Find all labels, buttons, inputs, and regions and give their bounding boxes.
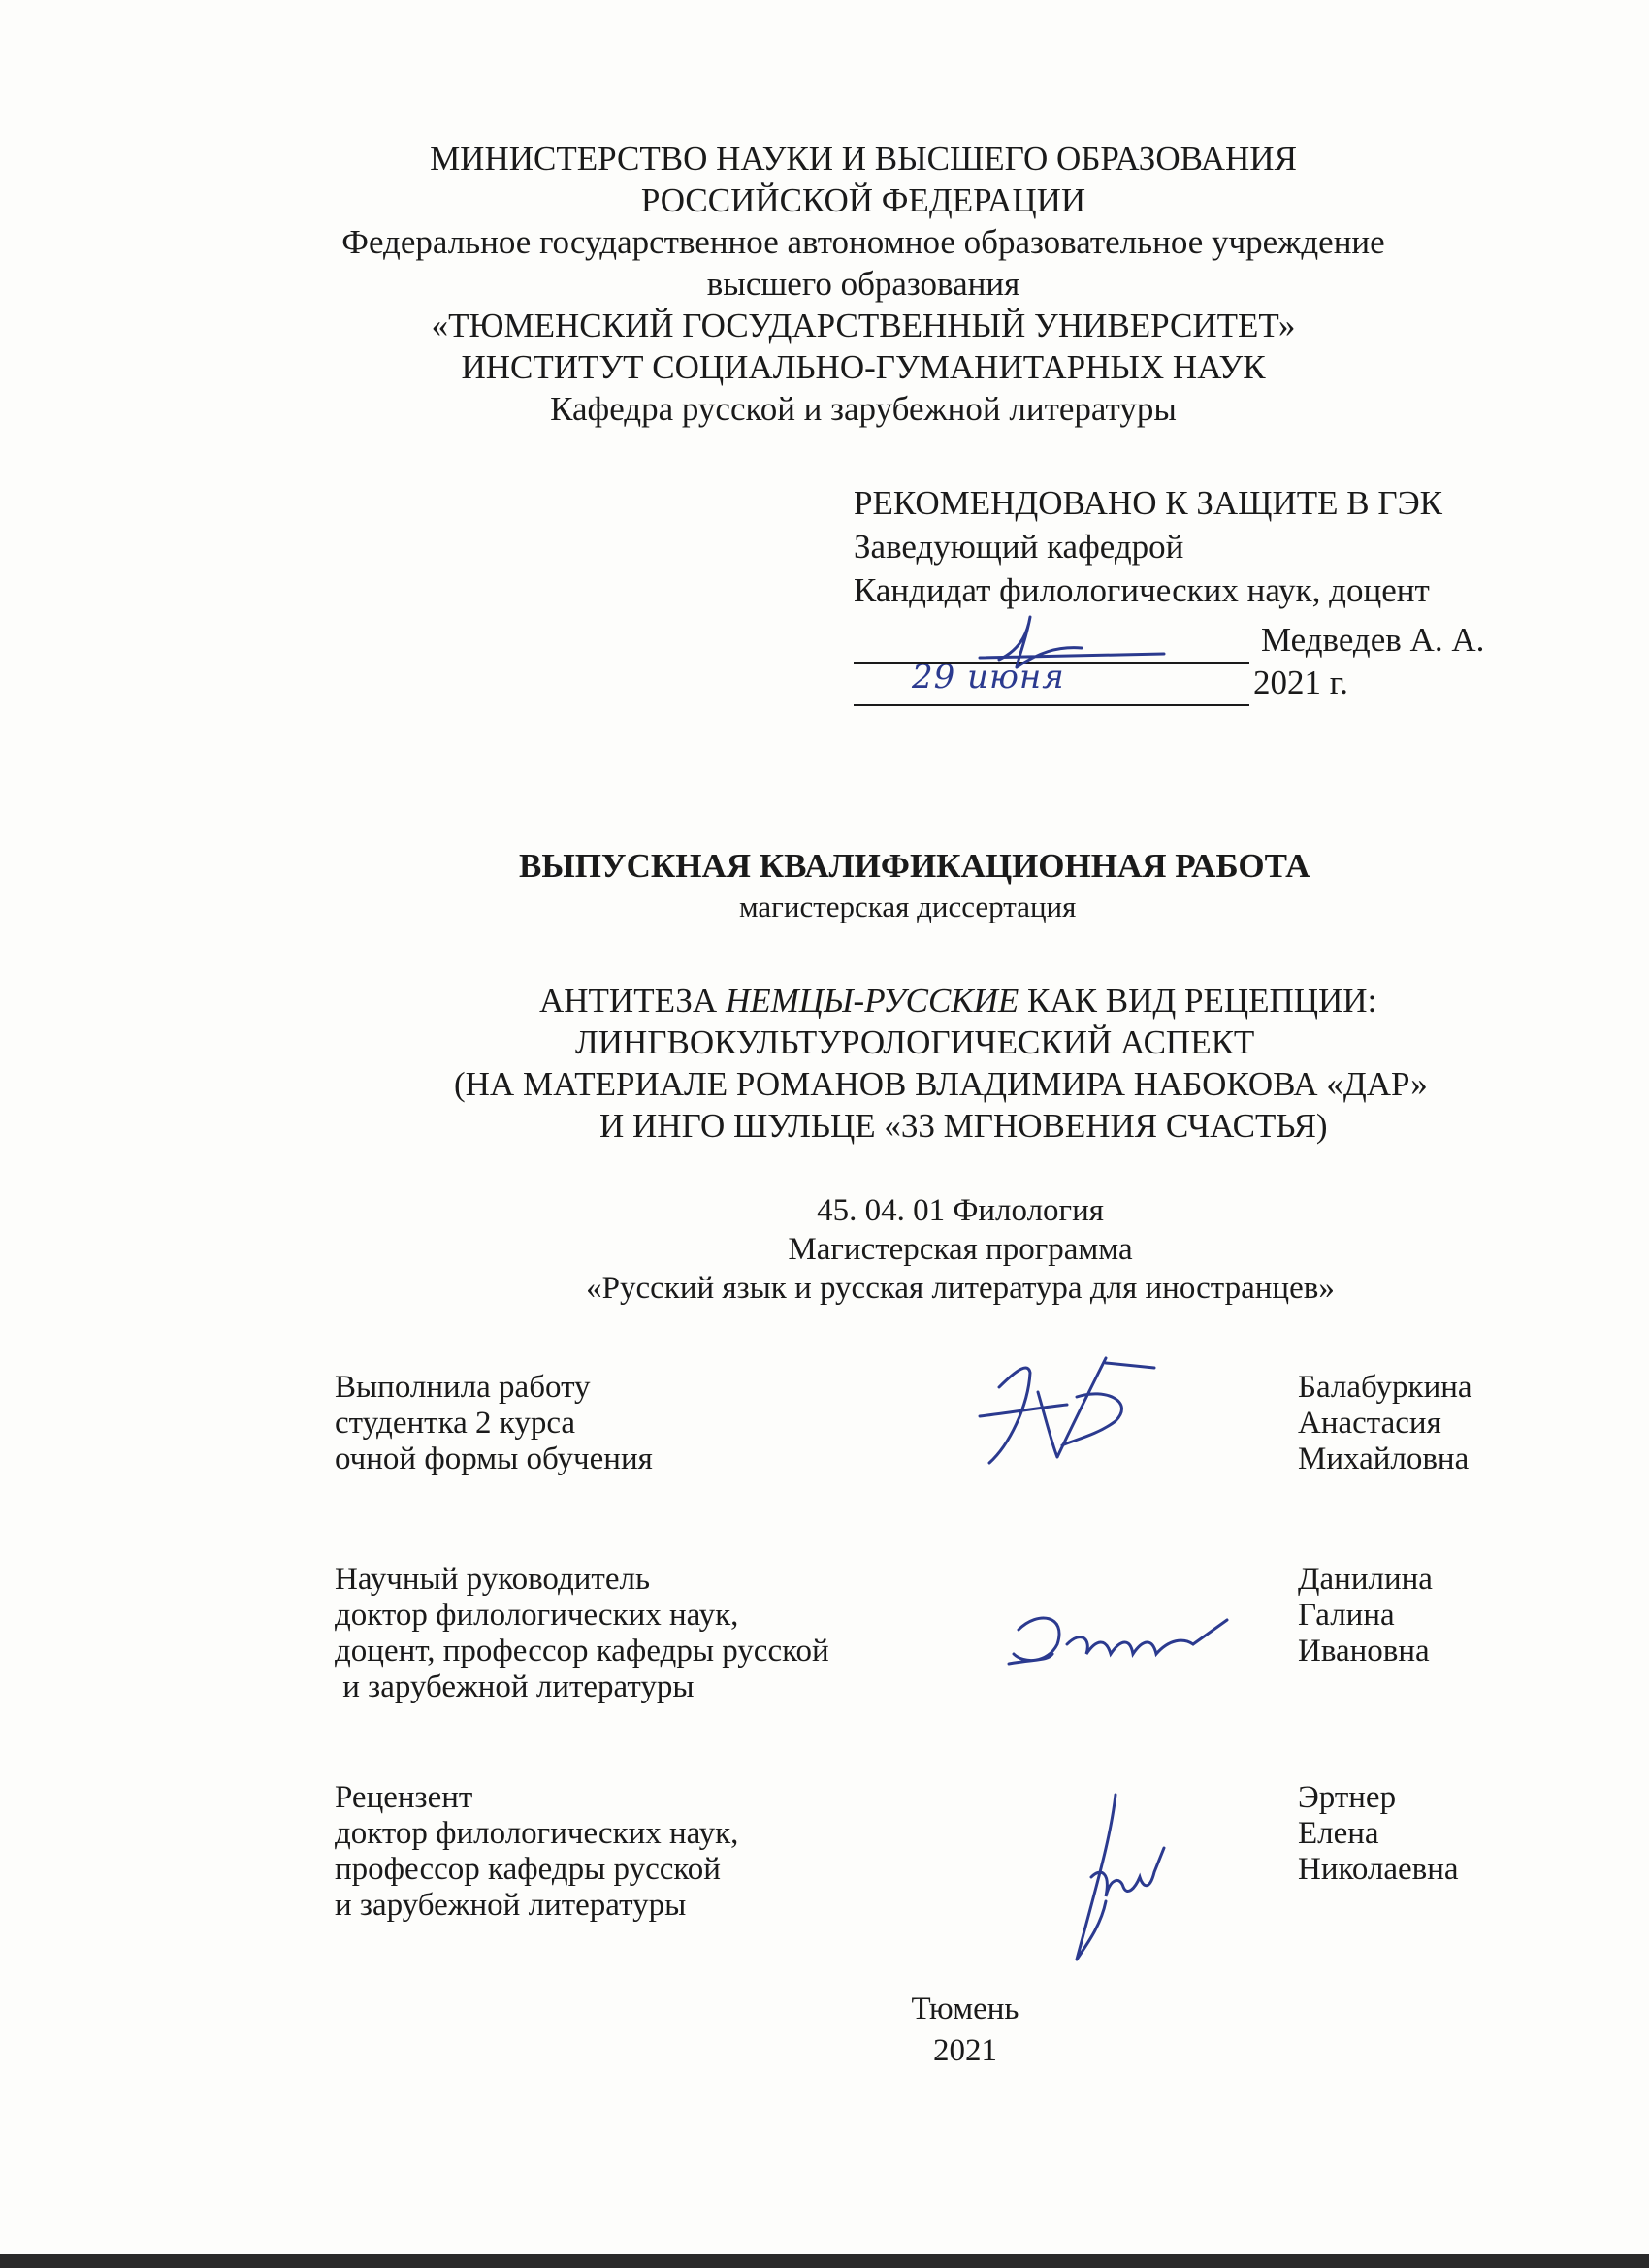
work-title: ВЫПУСКНАЯ КВАЛИФИКАЦИОННАЯ РАБОТА — [519, 847, 1310, 885]
approval-year: 2021 г. — [1253, 664, 1348, 701]
reviewer-patronymic: Николаевна — [1298, 1852, 1459, 1887]
student-role-line-1: Выполнила работу — [335, 1370, 591, 1405]
ministry-line-1: МИНИСТЕРСТВО НАУКИ И ВЫСШЕГО ОБРАЗОВАНИЯ — [430, 140, 1297, 178]
supervisor-name — [1298, 1562, 1433, 1669]
footer-block — [0, 1989, 1649, 2072]
reviewer-signature-icon — [1057, 1780, 1203, 1974]
reviewer-first-name: Елена — [1298, 1816, 1379, 1851]
student-signature-icon — [960, 1348, 1174, 1474]
work-title-block — [272, 844, 1649, 926]
reviewer-role-line-1: Рецензент — [335, 1780, 473, 1815]
scan-edge — [0, 2254, 1649, 2268]
student-role-line-3: очной формы обучения — [335, 1442, 653, 1476]
supervisor-signature-icon — [999, 1601, 1242, 1688]
footer-city: Тюмень — [911, 1992, 1019, 2026]
head-name: Медведев А. А. — [1261, 621, 1485, 659]
topic-line-1 — [539, 980, 1376, 1021]
topic-prefix: АНТИТЕЗА — [539, 982, 726, 1020]
education-level-line: высшего образования — [706, 265, 1020, 303]
student-surname: Балабуркина — [1298, 1370, 1472, 1405]
supervisor-role-line-3: доцент, профессор кафедры русской — [335, 1634, 829, 1669]
reviewer-role-line-3: профессор кафедры русской — [335, 1852, 721, 1887]
approval-degree: Кандидат филологических наук, доцент — [854, 571, 1430, 609]
supervisor-role — [335, 1562, 829, 1705]
topic-line-2: ЛИНГВОКУЛЬТУРОЛОГИЧЕСКИЙ АСПЕКТ — [575, 1023, 1255, 1061]
reviewer-role — [335, 1780, 738, 1924]
approval-block — [854, 481, 1442, 612]
department-name: Кафедра русской и зарубежной литературы — [550, 390, 1177, 428]
date-line — [854, 704, 1249, 706]
supervisor-role-line-4: и зарубежной литературы — [335, 1669, 695, 1704]
institution-type-line: Федеральное государственное автономное образовательное учреждение — [341, 223, 1385, 261]
supervisor-first-name: Галина — [1298, 1598, 1395, 1633]
date-handwritten: 29 июня — [912, 658, 1065, 697]
approval-title: РЕКОМЕНДОВАНО К ЗАЩИТЕ В ГЭК — [854, 484, 1443, 522]
topic-italic: НЕМЦЫ-РУССКИЕ — [725, 982, 1019, 1020]
program-name: «Русский язык и русская литература для иностранцев» — [586, 1271, 1335, 1306]
topic-line-4: И ИНГО ШУЛЬЦЕ «33 МГНОВЕНИЯ СЧАСТЬЯ) — [599, 1107, 1328, 1145]
approval-position: Заведующий кафедрой — [854, 528, 1184, 566]
institute-name: ИНСТИТУТ СОЦИАЛЬНО-ГУМАНИТАРНЫХ НАУК — [461, 348, 1266, 386]
program-code: 45. 04. 01 Филология — [817, 1193, 1104, 1228]
student-patronymic: Михайловна — [1298, 1442, 1470, 1476]
student-role-line-2: студентка 2 курса — [335, 1406, 576, 1441]
supervisor-role-line-2: доктор филологических наук, — [335, 1598, 739, 1633]
reviewer-role-line-2: доктор филологических наук, — [335, 1816, 739, 1851]
organization-header — [0, 138, 1649, 430]
work-subtitle: магистерская диссертация — [739, 890, 1077, 923]
student-role — [335, 1370, 653, 1477]
reviewer-surname: Эртнер — [1298, 1780, 1397, 1815]
ministry-line-2: РОССИЙСКОЙ ФЕДЕРАЦИИ — [640, 181, 1086, 219]
university-name: «ТЮМЕНСКИЙ ГОСУДАРСТВЕННЫЙ УНИВЕРСИТЕТ» — [431, 307, 1296, 344]
student-first-name: Анастасия — [1298, 1406, 1441, 1441]
footer-year: 2021 — [933, 2033, 997, 2068]
supervisor-role-line-1: Научный руководитель — [335, 1562, 651, 1597]
reviewer-role-line-4: и зарубежной литературы — [335, 1888, 687, 1923]
topic-line-3: (НА МАТЕРИАЛЕ РОМАНОВ ВЛАДИМИРА НАБОКОВА «ДАР» — [454, 1065, 1428, 1103]
topic-suffix: КАК ВИД РЕЦЕПЦИИ: — [1018, 982, 1377, 1020]
reviewer-name — [1298, 1780, 1459, 1888]
program-block — [0, 1191, 1649, 1308]
program-label: Магистерская программа — [788, 1232, 1133, 1267]
student-name — [1298, 1370, 1472, 1477]
supervisor-surname: Данилина — [1298, 1562, 1433, 1597]
supervisor-patronymic: Ивановна — [1298, 1634, 1430, 1669]
